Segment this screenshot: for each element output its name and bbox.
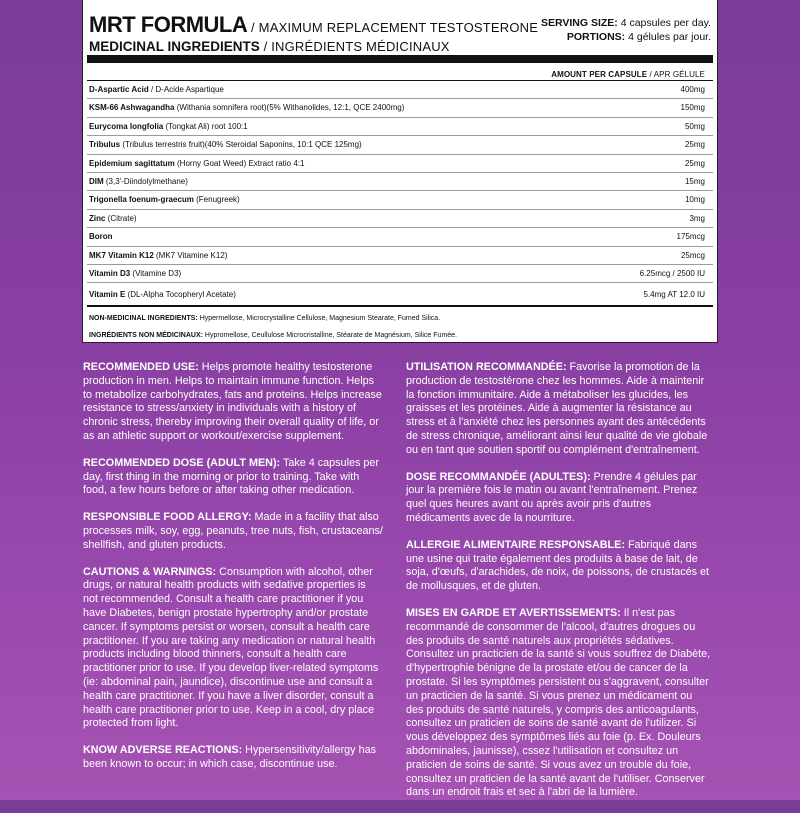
ingredient-name: Vitamin D3 [89,268,131,278]
ingredient-row [87,99,713,117]
ingredient-row [87,247,713,265]
ingredient-name: Eurycoma longfolia [89,121,164,131]
ingredient-name: Tribulus [89,140,121,150]
french-section-heading: MISES EN GARDE ET AVERTISSEMENTS: [406,606,621,619]
ingredient-row [87,136,713,154]
table-bottom-divider [87,305,713,307]
serving-size-value: 4 capsules per day. [617,17,711,29]
ingredient-detail: (Horny Goat Weed) Extract ratio 4:1 [174,158,305,168]
non-medicinal-ingredients-fr [89,331,711,340]
ingredient-name: Boron [89,232,113,242]
non-medicinal-value: Hypermellose, Microcrystalline Cellulose, Magnesium Stearate, Fumed Silica. [197,315,441,322]
ingredient-row [87,155,713,173]
french-section-text: Prendre 4 gélules par jour la première fois le matin ou avant l'entraînement. Prenez quel ques heures avant ou après avoir pris d'autres médicaments avec de la nourriture. [406,470,698,524]
ingredient-detail: (Citrate) [105,213,137,223]
ingredient-row [87,118,713,136]
english-section-heading: CAUTIONS & WARNINGS: [83,565,217,578]
french-section [406,361,712,458]
french-section-text: Fabriqué dans une usine qui traite également des produits à base de lait, de soja, d'œufs, d'arachides, de noix, de poissons, de crustacés et de mollusques, et de gluten. [406,538,709,593]
header-divider [87,55,713,63]
french-section-heading: UTILISATION RECOMMANDÉE: [406,361,567,373]
ingredient-amount: 15mg [684,176,705,186]
english-section-text: Consumption with alcohol, other drugs, or natural health products with sedative properties is not recommended. Consult a health care practitioner if you have Diabetes, benign prostate hypertrophy and/or prostate cancer. If symptoms persist or worsen, consult a health care practitioner. If you are taking any medication or natural health products including blood thinners, consult a health care practitioner prior to use. If you develop liver-related symptoms (ie: abdominal pain, jaundice), discontinue use and consult a health care practitioner. If you have a liver disorder, consult a health care practitioner prior to use. Keep in a cool, dry place protected from light. [83,565,379,730]
ingredient-detail: (Tongkat Ali) root 100:1 [163,121,248,131]
portions-value: 4 gélules par jour. [625,31,711,43]
ingredient-name: Trigonella foenum-graecum [89,195,194,205]
french-section [406,539,712,594]
ingredient-amount: 25mg [684,158,705,168]
ingredient-amount: 10mg [684,195,705,205]
serving-info [541,16,711,44]
ingredient-name: Zinc [89,213,106,223]
ingredient-name: D-Aspartic Acid [89,85,149,94]
ingredient-row [87,265,713,283]
ingredient-name: MK7 Vitamin K12 [89,250,154,260]
ingredient-detail: (DL-Alpha Tocopheryl Acetate) [125,290,236,300]
amount-header-en: AMOUNT PER CAPSULE [551,70,648,79]
ingredient-amount: 150mg [680,103,705,113]
french-section [406,607,712,800]
ingredient-detail: (MK7 Vitamine K12) [153,250,228,260]
ingredient-detail: (Tribulus terrestris fruit)(40% Steroidal Saponins, 10:1 QCE 125mg) [120,140,362,150]
english-section [83,744,383,772]
ingredient-name: Vitamin E [89,290,126,300]
ingredient-name: KSM-66 Ashwagandha [89,103,175,113]
french-section [406,471,712,526]
french-section-heading: DOSE RECOMMANDÉE (ADULTES): [406,470,591,483]
portions-label: PORTIONS: [566,31,626,43]
ingredient-detail: (3,3'-Diindolylmethane) [103,176,188,186]
english-section-text: Hypersensitivity/allergy has been known to occur; in which case, discontinue use. [83,744,376,770]
ingredient-amount: 50mg [684,121,705,131]
ingredient-row [87,228,713,246]
ingredient-table [87,80,713,306]
ingredient-detail: / D-Acide Aspartique [148,85,224,94]
ingredient-amount: 3mg [689,213,705,223]
ingredient-amount: 5.4mg AT 12.0 IU [643,290,705,300]
non-medicinal-label: NON-MEDICINAL INGREDIENTS: [89,315,198,322]
french-section-text: Favorise la promotion de la production de testostérone chez les hommes. Aide à maintenir la fonction immunitaire. Aide à métaboliser les glucides, les graisses et les protéines. Aide à augmenter la résistance au stress et à l'anxiété chez les personnes ayant des antécédents de stress chronique, améliorant ainsi leur qualité de vie globale ou en tant que soutien sportif ou complément d'entraînement. [406,361,708,456]
ingredient-detail: (Withania somnifera root)(5% Withanolides, 12:1, QCE 2400mg) [174,103,405,113]
non-medicinal-value-fr: Hypromellose, Ceullulose Microcristalline, Stéarate de Magnésium, Silice Fumée. [202,332,458,339]
english-section-heading: RESPONSIBLE FOOD ALLERGY: [83,511,252,524]
serving-size-label: SERVING SIZE: [540,17,618,29]
english-section-text: Made in a facility that also processes milk, soy, egg, peanuts, tree nuts, fish, crustaceans/ shellfish, and gluten products. [83,511,383,551]
english-section-heading: RECOMMENDED DOSE (ADULT MEN): [83,456,281,469]
amount-column-header [551,70,705,79]
english-section [83,457,383,498]
french-section-heading: ALLERGIE ALIMENTAIRE RESPONSABLE: [406,538,625,551]
ingredient-row [87,81,713,99]
supplement-facts-panel [82,0,718,343]
ingredient-detail: (Fenugreek) [193,195,240,205]
non-medicinal-label-fr: INGRÉDIENTS NON MÉDICINAUX: [89,332,203,339]
serving-size [541,16,711,30]
english-section-heading: KNOW ADVERSE REACTIONS: [83,744,243,757]
brand-subtitle: / MAXIMUM REPLACEMENT TESTOSTERONE [247,20,539,35]
ingredient-row [87,210,713,228]
ingredient-amount: 25mg [684,140,705,150]
english-section [83,511,383,552]
english-section-text: Helps promote healthy testosterone production in men. Helps to maintain immune function. Helps to metabolize carbohydrates, fats and proteins. Helps increase resistance to stress/anxiety in individuals with a history of chronic stress, thereby improving their overall quality of life, or as an athletic support or workout/exercise supplement. [83,361,382,442]
ingredient-name: DIM [89,176,104,186]
ingredient-row [87,191,713,209]
amount-header-fr: / APR GÉLULE [647,70,705,79]
portions [541,30,711,44]
french-section-text: Il n'est pas recommandé de consommer de l'alcool, d'autres drogues ou des produits de santé naturels aux propriétés sédatives. Consultez un practicien de la santé si vous souffrez de Diabète, d'hypertrophie bénigne de la prostate et/ou de cancer de la prostate. Si les symptômes persistent ou s'aggravent, consulter un practicien de la santé. Si vous prenez un médicament ou des produits de santé naturels, y compris des anticoagulants, consultez un praticien de soins de santé avant de l'utilizer. Si vous développez des symptômes liés au foie (p. Ex. Douleurs abdominales, jaunisse), cssez l'utilisation et consultez un praticien de soins de santé. Si vous avez un trouble du foie, consultez un praticien de la santé avant de l'utiliser. Conserver dans un endroit frais et sec à l'abri de la lumière. [406,606,711,799]
french-directions [406,361,712,813]
brand-name: MRT FORMULA [89,12,248,37]
ingredient-row [87,173,713,191]
english-section [83,566,383,732]
english-section-heading: RECOMMENDED USE: [83,361,199,373]
ingredient-amount: 25mcg [680,250,705,260]
ingredient-detail: (Vitamine D3) [130,268,182,278]
english-directions [83,361,383,785]
non-medicinal-ingredients [89,314,711,323]
ingredient-name: Epidemium sagittatum [89,158,175,168]
medicinal-label-fr: / INGRÉDIENTS MÉDICINAUX [259,39,450,54]
ingredient-amount: 400mg [680,85,705,94]
medicinal-label: MEDICINAL INGREDIENTS [89,39,260,54]
english-section [83,361,383,444]
ingredient-row [87,283,713,306]
english-section-text: Take 4 capsules per day, first thing in the morning or prior to training. Take with food, a few hours before or after taking other medication. [83,456,379,497]
ingredient-amount: 175mcg [676,232,705,242]
ingredient-amount: 6.25mcg / 2500 IU [639,268,705,278]
